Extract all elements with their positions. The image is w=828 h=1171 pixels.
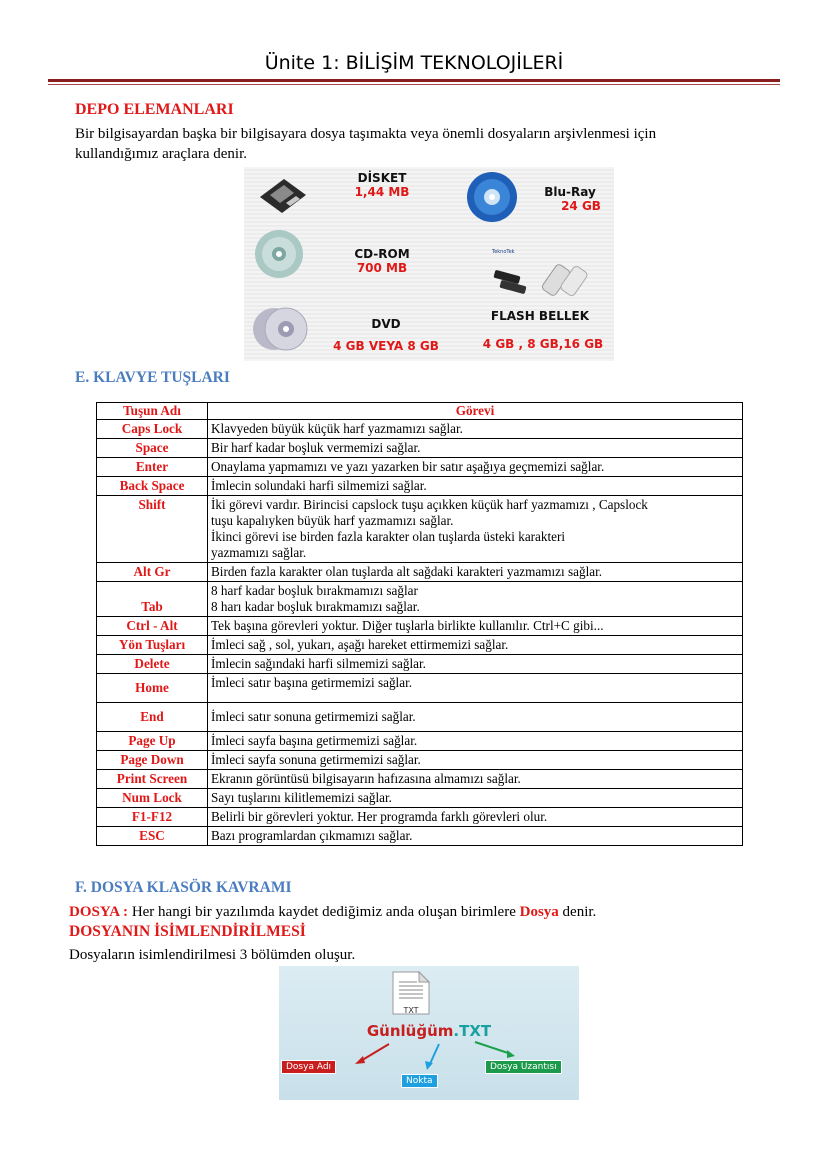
file-name-part: Günlüğüm <box>366 1022 454 1040</box>
flash-brand-label: TeknoTek <box>492 249 515 255</box>
key-name: ESC <box>97 827 208 846</box>
device-name-cdrom: CD-ROM <box>354 247 410 261</box>
key-name: Space <box>97 439 208 458</box>
key-task-line: İki görevi vardır. Birincisi capslock tuşu açıkken küçük harf yazmamızı , Capslock <box>211 497 648 512</box>
device-name-bluray: Blu-Ray <box>544 185 596 199</box>
device-size-cdrom: 700 MB <box>356 261 408 275</box>
table-row <box>97 496 743 563</box>
key-task-line: yazmamızı sağlar. <box>211 545 307 560</box>
key-task-line: 8 harf kadar boşluk bırakmamızı sağlar <box>211 583 418 598</box>
key-name: Ctrl - Alt <box>97 617 208 636</box>
table-row <box>97 808 743 827</box>
key-task: Onaylama yapmamızı ve yazı yazarken bir satır aşağıya geçmemizi sağlar. <box>208 458 743 477</box>
dvd-disc-icon <box>252 305 308 353</box>
table-row <box>97 655 743 674</box>
label-dosya-uzantisi: Dosya Uzantısı <box>485 1060 562 1074</box>
key-task: Birden fazla karakter olan tuşlarda alt sağdaki karakteri yazmamızı sağlar. <box>208 563 743 582</box>
key-name: Yön Tuşları <box>97 636 208 655</box>
table-row <box>97 563 743 582</box>
key-task: İmlecin sağındaki harfi silmemizi sağlar. <box>208 655 743 674</box>
keyboard-keys-table <box>96 402 743 846</box>
table-row <box>97 703 743 732</box>
depo-desc-line2: kullandığımız araçlara denir. <box>75 146 248 162</box>
section-title-dosya: F. DOSYA KLASÖR KAVRAMI <box>75 879 292 896</box>
key-name: Alt Gr <box>97 563 208 582</box>
header-rule <box>48 79 780 82</box>
key-name: Page Down <box>97 751 208 770</box>
storage-devices-image <box>244 167 614 361</box>
key-task: Klavyeden büyük küçük harf yazmamızı sağlar. <box>208 420 743 439</box>
key-task-line: İkinci görevi ise birden fazla karakter olan tuşlarda üsteki karakteri <box>211 529 566 544</box>
device-size-flash: 4 GB , 8 GB,16 GB <box>482 337 604 351</box>
table-row <box>97 636 743 655</box>
naming-title: DOSYANIN İSİMLENDİRİLMESİ <box>69 923 306 940</box>
column-header-key: Tuşun Adı <box>97 403 208 420</box>
key-task: İmlecin solundaki harfi silmemizi sağlar. <box>208 477 743 496</box>
naming-text: Dosyaların isimlendirilmesi 3 bölümden oluşur. <box>69 947 356 963</box>
column-header-task: Görevi <box>208 403 743 420</box>
key-name: Tab <box>97 582 208 617</box>
key-name: Enter <box>97 458 208 477</box>
table-row <box>97 617 743 636</box>
file-type-label: TXT <box>403 1006 419 1015</box>
key-task-line: 8 harı kadar boşluk bırakmamızı sağlar. <box>211 599 420 614</box>
key-name: Shift <box>97 496 208 563</box>
page-header: Ünite 1: BİLİŞİM TEKNOLOJİLERİ <box>264 52 564 74</box>
usb-flash-drive-icon <box>488 259 600 303</box>
device-name-floppy: DİSKET <box>357 171 407 185</box>
table-row <box>97 751 743 770</box>
table-row <box>97 674 743 703</box>
dosya-definition-text: Her hangi bir yazılımda kaydet dediğimiz anda oluşan birimlere <box>128 904 520 920</box>
key-task: Bazı programlardan çıkmamızı sağlar. <box>208 827 743 846</box>
bluray-disc-icon <box>466 171 518 223</box>
key-task: İmleci sayfa başına getirmemizi sağlar. <box>208 732 743 751</box>
key-name: Num Lock <box>97 789 208 808</box>
table-row <box>97 827 743 846</box>
table-row <box>97 420 743 439</box>
key-task: Belirli bir görevleri yoktur. Her programda farklı görevleri olur. <box>208 808 743 827</box>
device-size-floppy: 1,44 MB <box>354 185 410 199</box>
key-name: Back Space <box>97 477 208 496</box>
floppy-disk-icon <box>256 175 310 215</box>
device-size-bluray: 24 GB <box>561 199 601 213</box>
table-row <box>97 582 743 617</box>
table-row <box>97 789 743 808</box>
key-name: Caps Lock <box>97 420 208 439</box>
key-task: Tek başına görevleri yoktur. Diğer tuşlarla birlikte kullanılır. Ctrl+C gibi... <box>208 617 743 636</box>
table-row <box>97 770 743 789</box>
key-task: İmleci sağ , sol, yukarı, aşağı hareket ettirmemizi sağlar. <box>208 636 743 655</box>
key-name: Print Screen <box>97 770 208 789</box>
dosya-definition-word: Dosya <box>519 904 559 920</box>
dosya-definition <box>69 902 596 922</box>
table-row <box>97 477 743 496</box>
key-task: İmleci satır başına getirmemizi sağlar. <box>208 674 743 703</box>
table-header-row <box>97 403 743 420</box>
key-task-line: tuşu kapalıyken büyük harf yazmamızı sağlar. <box>211 513 454 528</box>
dosya-definition-label: DOSYA : <box>69 904 129 920</box>
label-dosya-adi: Dosya Adı <box>281 1060 336 1074</box>
key-name: F1-F12 <box>97 808 208 827</box>
depo-desc-line1: Bir bilgisayardan başka bir bilgisayara dosya taşımakta veya önemli dosyaların arşivlenmesi için <box>75 126 657 142</box>
key-name: End <box>97 703 208 732</box>
device-size-dvd: 4 GB VEYA 8 GB <box>333 339 439 353</box>
file-extension-part: .TXT <box>453 1022 492 1040</box>
key-name: Home <box>97 674 208 703</box>
key-task: Bir harf kadar boşluk vermemizi sağlar. <box>208 439 743 458</box>
table-row <box>97 732 743 751</box>
table-row <box>97 458 743 477</box>
cd-rom-icon <box>254 229 304 279</box>
dosya-definition-end: denir. <box>558 904 597 920</box>
key-task <box>208 582 743 617</box>
section-title-depo: DEPO ELEMANLARI <box>75 101 234 118</box>
table-row <box>97 439 743 458</box>
key-name: Page Up <box>97 732 208 751</box>
device-name-dvd: DVD <box>371 317 401 331</box>
key-task: İmleci sayfa sonuna getirmemizi sağlar. <box>208 751 743 770</box>
header-rule-thin <box>48 84 780 85</box>
key-name: Delete <box>97 655 208 674</box>
key-task: İmleci satır sonuna getirmemizi sağlar. <box>208 703 743 732</box>
key-task: Sayı tuşlarını kilitlememizi sağlar. <box>208 789 743 808</box>
label-nokta: Nokta <box>401 1074 438 1088</box>
key-task <box>208 496 743 563</box>
key-task: Ekranın görüntüsü bilgisayarın hafızasına almamızı sağlar. <box>208 770 743 789</box>
section-title-klavye: E. KLAVYE TUŞLARI <box>75 369 230 386</box>
file-naming-diagram <box>279 966 579 1100</box>
device-name-flash: FLASH BELLEK <box>490 309 590 323</box>
